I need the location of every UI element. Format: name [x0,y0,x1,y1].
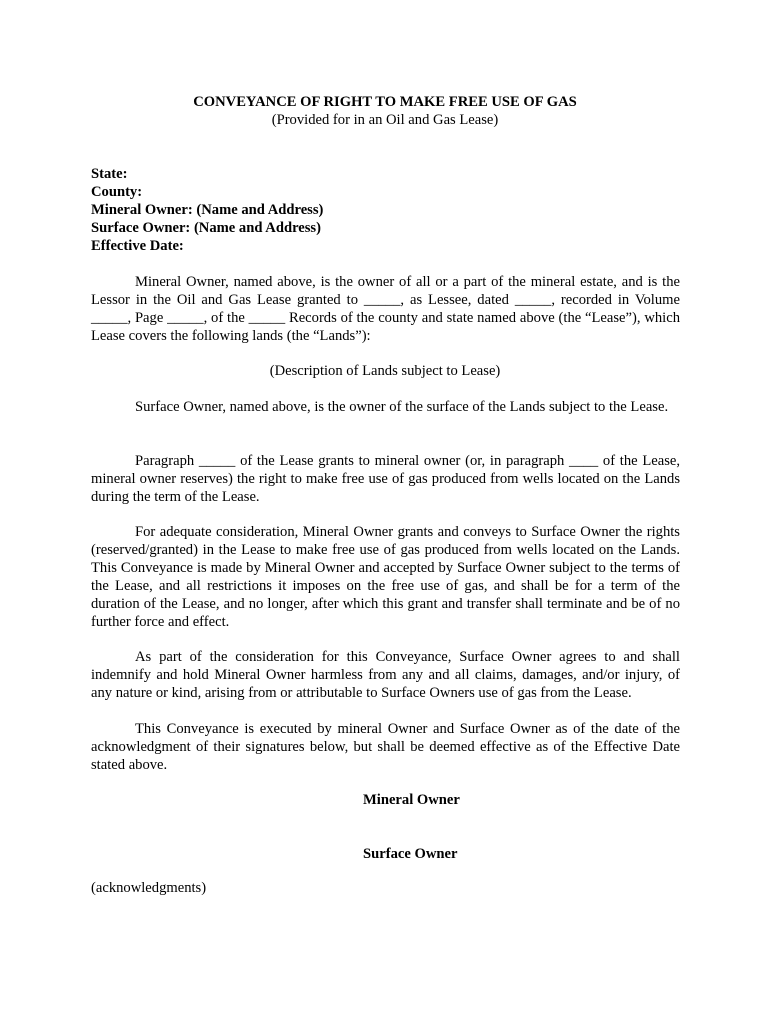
mineral-owner-field: Mineral Owner: (Name and Address) [91,202,324,218]
lands-description: (Description of Lands subject to Lease) [269,363,501,379]
paragraph-consideration: For adequate consideration, Mineral Owner grants and conveys to Surface Owner the rights (reserved/granted) in the Lease to make free use of gas produced from wells located on the Lands. This Conveyance is made by Mineral Owner and accepted by Surface Owner subject to the terms of the Lease, and all restrictions it imposes on the free use of gas, and shall be for a term of the duration of the Lease, and no longer, after which this grant and transfer shall terminate and be of no further force and effect. [91,524,680,630]
paragraph-execution: This Conveyance is executed by mineral Owner and Surface Owner as of the date of the acknowledgment of their signatures below, but shall be deemed effective as of the Effective Date stated above. [91,721,680,773]
document-title: CONVEYANCE OF RIGHT TO MAKE FREE USE OF GAS [193,94,577,110]
paragraph-indemnify: As part of the consideration for this Conveyance, Surface Owner agrees to and shall indemnify and hold Mineral Owner harmless from any and all claims, damages, and/or injury, of any nature or kind, arising from or attributable to Surface Owners use of gas from the Lease. [91,649,680,701]
header-fields [91,165,323,255]
mineral-owner-signature: Mineral Owner [363,792,460,808]
surface-owner-signature: Surface Owner [363,846,458,862]
paragraph-surface-owner: Surface Owner, named above, is the owner of the surface of the Lands subject to the Lease. [135,399,669,415]
effective-date-field: Effective Date: [91,238,184,254]
document-subtitle: (Provided for in an Oil and Gas Lease) [271,112,499,128]
surface-owner-field: Surface Owner: (Name and Address) [91,220,321,236]
state-field: State: [91,166,128,182]
paragraph-mineral-owner: Mineral Owner, named above, is the owner of all or a part of the mineral estate, and is the Lessor in the Oil and Gas Lease granted to _____, as Lessee, dated _____, recorded in Volume _____, Page _____, of the _____ Records of the county and state named above (the “Lease”), which Lease covers the following lands (the “Lands”): [91,274,680,344]
county-field: County: [91,184,143,200]
paragraph-lease-grant: Paragraph _____ of the Lease grants to mineral owner (or, in paragraph ____ of the Lease, mineral owner reserves) the right to make free use of gas produced from wells located on the Lands during the term of the Lease. [91,453,680,505]
acknowledgments: (acknowledgments) [91,880,207,896]
